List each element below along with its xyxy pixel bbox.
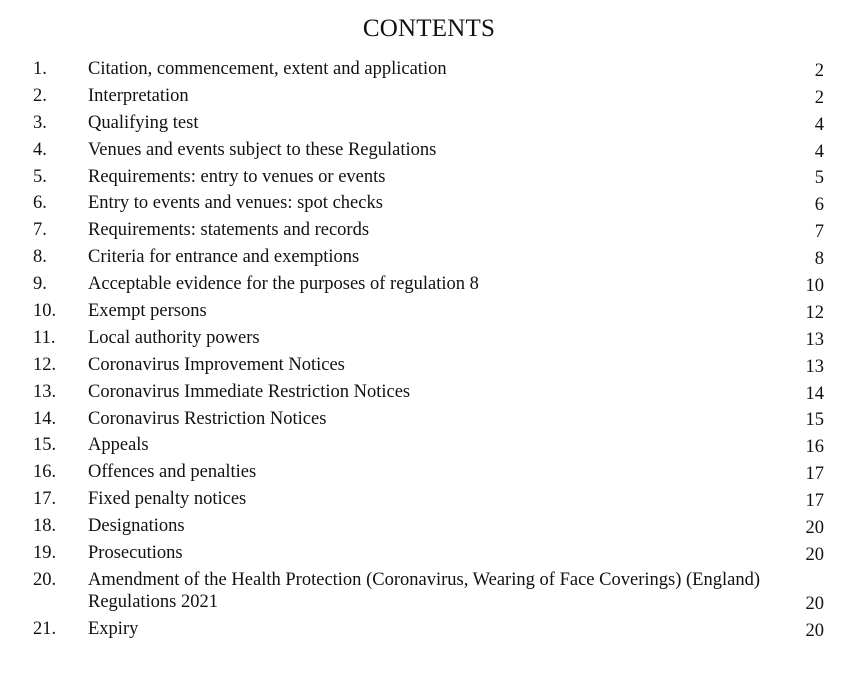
entry-page-number: 17 bbox=[805, 464, 824, 485]
entry-number: 12. bbox=[33, 354, 57, 375]
entry-page-number: 20 bbox=[805, 620, 824, 641]
toc-entry-15[interactable] bbox=[0, 434, 858, 461]
toc-entry-4[interactable] bbox=[0, 139, 858, 166]
entry-page-number: 4 bbox=[814, 114, 824, 135]
table-of-contents bbox=[0, 58, 858, 645]
entry-page-number: 15 bbox=[805, 410, 824, 431]
entry-number: 2. bbox=[33, 85, 47, 106]
entry-page-number: 7 bbox=[814, 222, 824, 243]
toc-entry-3[interactable] bbox=[0, 112, 858, 139]
entry-number: 16. bbox=[33, 462, 57, 483]
entry-title: Coronavirus Improvement Notices bbox=[88, 354, 345, 375]
toc-entry-16[interactable] bbox=[0, 461, 858, 488]
toc-entry-8[interactable] bbox=[0, 246, 858, 273]
entry-number: 9. bbox=[33, 274, 47, 295]
entry-page-number: 17 bbox=[805, 491, 824, 512]
entry-title: Offences and penalties bbox=[88, 462, 257, 483]
toc-entry-17[interactable] bbox=[0, 488, 858, 515]
entry-title: Designations bbox=[88, 516, 185, 537]
entry-page-number: 5 bbox=[814, 168, 824, 189]
entry-title: Appeals bbox=[88, 435, 149, 456]
entry-page-number: 10 bbox=[805, 276, 824, 297]
entry-title: Venues and events subject to these Regulations bbox=[88, 139, 437, 160]
entry-number: 1. bbox=[33, 59, 47, 79]
toc-entry-21[interactable] bbox=[0, 618, 858, 645]
entry-number: 5. bbox=[33, 166, 47, 187]
entry-title: Entry to events and venues: spot checks bbox=[88, 193, 383, 214]
entry-title: Local authority powers bbox=[88, 327, 260, 348]
entry-page-number: 20 bbox=[805, 518, 824, 539]
entry-page-number: 8 bbox=[814, 249, 824, 270]
toc-entry-18[interactable] bbox=[0, 515, 858, 542]
toc-entry-6[interactable] bbox=[0, 192, 858, 219]
toc-entry-14[interactable] bbox=[0, 408, 858, 435]
entry-title: Fixed penalty notices bbox=[88, 489, 247, 510]
toc-entry-12[interactable] bbox=[0, 354, 858, 381]
entry-page-number: 13 bbox=[805, 329, 824, 350]
toc-entry-10[interactable] bbox=[0, 300, 858, 327]
entry-title: Interpretation bbox=[88, 85, 189, 106]
entry-title: Coronavirus Immediate Restriction Notices bbox=[88, 381, 411, 402]
entry-title: Exempt persons bbox=[88, 301, 207, 322]
entry-page-number: 14 bbox=[805, 383, 824, 404]
toc-entry-1[interactable] bbox=[0, 58, 858, 85]
entry-number: 21. bbox=[33, 618, 57, 639]
entry-number: 6. bbox=[33, 193, 47, 214]
entry-number: 20. bbox=[33, 569, 57, 590]
entry-page-number: 13 bbox=[805, 356, 824, 377]
toc-entry-7[interactable] bbox=[0, 219, 858, 246]
entry-number: 18. bbox=[33, 516, 57, 537]
entry-page-number: 20 bbox=[805, 593, 824, 614]
entry-title: Expiry bbox=[88, 618, 139, 639]
entry-page-number: 2 bbox=[814, 87, 824, 108]
entry-number: 10. bbox=[33, 301, 57, 322]
entry-number: 11. bbox=[33, 327, 56, 348]
entry-page-number: 6 bbox=[814, 195, 824, 216]
entry-number: 15. bbox=[33, 435, 57, 456]
toc-entry-11[interactable] bbox=[0, 327, 858, 354]
entry-title: Coronavirus Restriction Notices bbox=[88, 408, 327, 429]
entry-number: 19. bbox=[33, 543, 57, 564]
entry-title: Amendment of the Health Protection (Coronavirus, Wearing of Face Coverings) (England) Regulations 2021 bbox=[88, 569, 760, 612]
entry-page-number: 16 bbox=[805, 437, 824, 458]
entry-title: Requirements: statements and records bbox=[88, 220, 370, 241]
entry-page-number: 12 bbox=[805, 302, 824, 323]
page-title: CONTENTS bbox=[362, 15, 496, 42]
entry-number: 14. bbox=[33, 408, 57, 429]
entry-page-number: 2 bbox=[814, 60, 824, 81]
toc-entry-5[interactable] bbox=[0, 166, 858, 193]
toc-entry-9[interactable] bbox=[0, 273, 858, 300]
entry-title: Citation, commencement, extent and application bbox=[88, 59, 447, 79]
entry-number: 4. bbox=[33, 139, 47, 160]
entry-page-number: 4 bbox=[814, 141, 824, 162]
entry-number: 13. bbox=[33, 381, 57, 402]
toc-entry-20[interactable] bbox=[0, 569, 858, 618]
entry-number: 3. bbox=[33, 112, 47, 133]
entry-title: Acceptable evidence for the purposes of regulation 8 bbox=[88, 274, 479, 295]
entry-page-number: 20 bbox=[805, 544, 824, 565]
entry-number: 7. bbox=[33, 220, 47, 241]
entry-title: Requirements: entry to venues or events bbox=[88, 166, 386, 187]
entry-title: Prosecutions bbox=[88, 543, 183, 564]
toc-entry-19[interactable] bbox=[0, 542, 858, 569]
entry-number: 8. bbox=[33, 247, 47, 268]
toc-entry-2[interactable] bbox=[0, 85, 858, 112]
toc-entry-13[interactable] bbox=[0, 381, 858, 408]
entry-title: Criteria for entrance and exemptions bbox=[88, 247, 360, 268]
entry-title: Qualifying test bbox=[88, 112, 199, 133]
entry-number: 17. bbox=[33, 489, 57, 510]
